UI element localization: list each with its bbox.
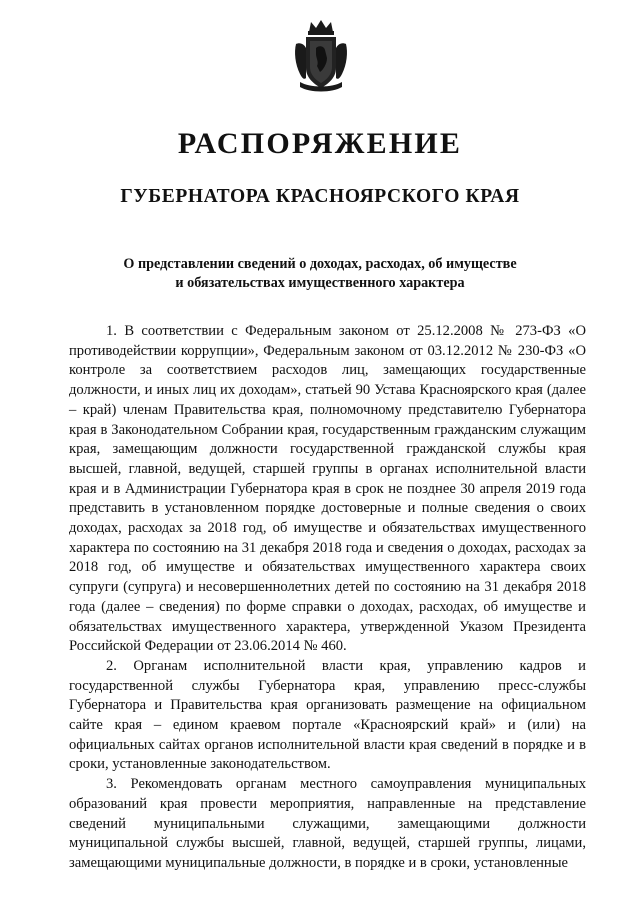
document-subject [60, 255, 580, 293]
paragraph-1: 1. В соответствии с Федеральным законом от 25.12.2008 № 273-ФЗ «О противодействии коррупции», Федеральным законом от 03.12.2012 № 230-ФЗ «О контроле за соответствием расходов лиц, замещающих государственные должности, и иных лиц их доходам», статьей 90 Устава Красноярского края (далее – край) членам Правительства края, полномочному представителю Губернатора края в Законодательном Собрании края, государственным гражданским служащим края, замещающим должности государственной гражданской службы края высшей, главной, ведущей, старшей группы в органах исполнительной власти края и в Администрации Губернатора края в срок не позднее 30 апреля 2019 года представить в установленном порядке достоверные и полные сведения о своих доходах, расходах за 2018 год, об имуществе и обязательствах имущественного характера по состоянию на 31 декабря 2018 года и сведения о доходах, расходах за 2018 год, об имуществе и обязательствах имущественного характера своих супруги (супруга) и несовершеннолетних детей по состоянию на 31 декабря 2018 года (далее – сведения) по форме справки о доходах, расходах, об имуществе и обязательствах имущественного характера, утвержденной Указом Президента Российской Федерации от 23.06.2014 № 460. [69, 323, 586, 655]
subject-line-2: и обязательствах имущественного характера [175, 275, 465, 291]
paragraph-3: 3. Рекомендовать органам местного самоуправления муниципальных образований края провести мероприятия, направленные на представление сведений муниципальными служащими, замещающими должности муниципальной службы высшей, главной, ведущей, старшей группы, лицами, замещающими муниципальные должности, в порядке и в сроки, установленные [69, 776, 586, 871]
issuer-title: ГУБЕРНАТОРА КРАСНОЯРСКОГО КРАЯ [120, 186, 520, 207]
coat-of-arms-icon [292, 18, 350, 94]
paragraph-2: 2. Органам исполнительной власти края, управлению кадров и государственной службы Губернатора края, управлению пресс-службы Губернатора и Правительства края организовать размещение на официальном сайте края – едином краевом портале «Красноярский край» и (или) на официальных сайтах органов исполнительной власти края сведений в порядке и в сроки, установленные законодательством. [69, 657, 586, 773]
document-body [69, 322, 586, 874]
subject-line-1: О представлении сведений о доходах, расходах, об имуществе [123, 256, 517, 272]
document-type-title: РАСПОРЯЖЕНИЕ [177, 127, 463, 160]
